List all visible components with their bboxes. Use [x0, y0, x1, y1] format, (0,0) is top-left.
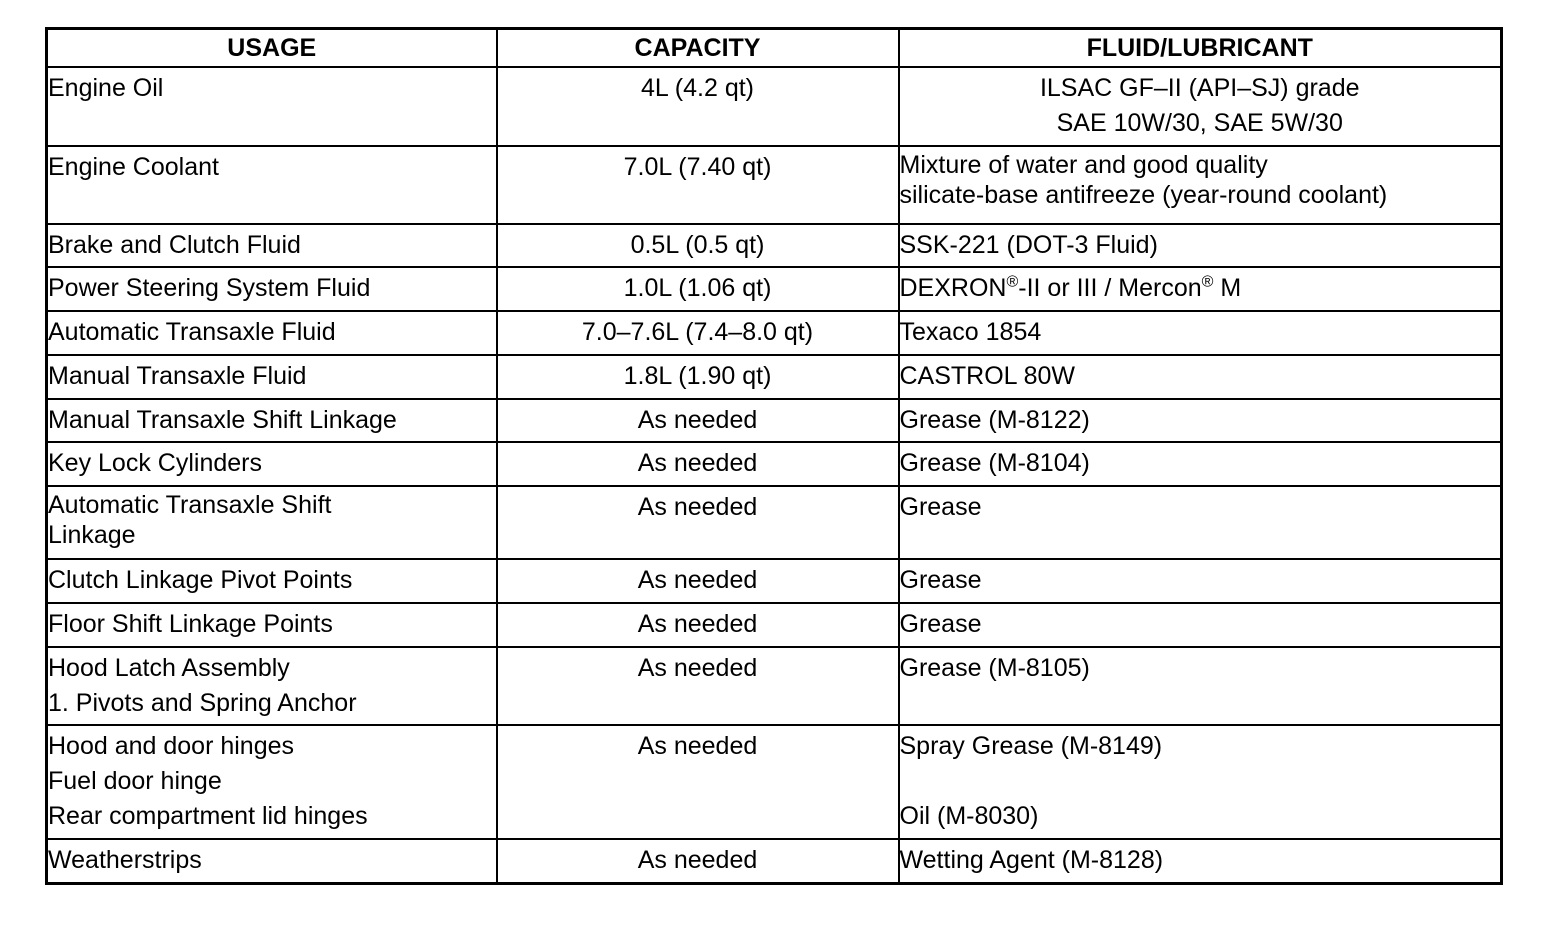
fluid-text: Grease — [899, 610, 982, 638]
capacity-cell: As needed — [497, 839, 899, 883]
fluid-text: SAE 10W/30, SAE 5W/30 — [1056, 109, 1343, 137]
table-row — [47, 603, 1502, 647]
capacity-cell: As needed — [497, 603, 899, 647]
usage-cell — [47, 559, 497, 603]
fluid-cell — [899, 146, 1502, 224]
fluid-cell — [899, 224, 1502, 267]
fluid-cell — [899, 267, 1502, 311]
usage-cell — [47, 486, 497, 559]
table-row — [47, 311, 1502, 355]
fluid-text: ILSAC GF–II (API–SJ) grade — [1039, 74, 1360, 102]
header-fluid: FLUID/LUBRICANT — [899, 29, 1502, 68]
table-row — [47, 224, 1502, 267]
usage-cell — [47, 725, 497, 839]
header-row — [47, 29, 1502, 68]
fluid-cell — [899, 647, 1502, 725]
fluid-text-part: M — [1213, 274, 1242, 302]
usage-text: Floor Shift Linkage Points — [48, 610, 333, 638]
usage-cell — [47, 839, 497, 883]
fluid-cell — [899, 67, 1502, 146]
usage-text: Fuel door hinge — [48, 767, 222, 795]
usage-text: Brake and Clutch Fluid — [48, 231, 301, 259]
fluid-text: Grease (M-8122) — [899, 406, 1090, 434]
capacity-cell: 0.5L (0.5 qt) — [497, 224, 899, 267]
usage-cell — [47, 224, 497, 267]
fluid-cell — [899, 725, 1502, 839]
fluid-text: Wetting Agent (M-8128) — [899, 846, 1164, 874]
capacity-cell: 7.0–7.6L (7.4–8.0 qt) — [497, 311, 899, 355]
fluid-text: Grease — [899, 493, 982, 521]
fluid-text-part: -II or III / Mercon — [1018, 274, 1202, 302]
fluid-text: SSK-221 (DOT-3 Fluid) — [899, 231, 1158, 259]
fluid-text: Texaco 1854 — [899, 318, 1042, 346]
usage-text: Key Lock Cylinders — [48, 449, 262, 477]
fluid-lubricant-table — [45, 27, 1503, 885]
usage-text: Engine Coolant — [48, 153, 219, 181]
usage-text: Weatherstrips — [48, 846, 202, 874]
capacity-cell: As needed — [497, 486, 899, 559]
header-usage: USAGE — [47, 29, 497, 68]
fluid-cell — [899, 839, 1502, 883]
table-row — [47, 486, 1502, 559]
usage-cell — [47, 603, 497, 647]
usage-text: Rear compartment lid hinges — [48, 802, 368, 830]
usage-text: Automatic Transaxle Shift — [48, 491, 332, 519]
registered-mark: ® — [1201, 273, 1214, 291]
table-row — [47, 839, 1502, 883]
capacity-cell: As needed — [497, 559, 899, 603]
fluid-cell — [899, 603, 1502, 647]
blank-line — [900, 764, 1501, 799]
table-row — [47, 559, 1502, 603]
usage-text: 1. Pivots and Spring Anchor — [48, 689, 357, 717]
table-row — [47, 67, 1502, 146]
fluid-cell — [899, 486, 1502, 559]
fluid-text: Grease (M-8105) — [899, 654, 1090, 682]
usage-cell — [47, 647, 497, 725]
fluid-text: silicate-base antifreeze (year-round coolant) — [899, 181, 1388, 209]
usage-text: Manual Transaxle Fluid — [48, 362, 307, 390]
table-row — [47, 647, 1502, 725]
fluid-text-part: DEXRON — [899, 274, 1007, 302]
usage-text: Engine Oil — [48, 74, 164, 102]
registered-mark: ® — [1006, 273, 1019, 291]
capacity-cell: As needed — [497, 647, 899, 725]
fluid-cell — [899, 399, 1502, 442]
capacity-cell: As needed — [497, 399, 899, 442]
usage-cell — [47, 355, 497, 399]
fluid-cell — [899, 559, 1502, 603]
fluid-text: Mixture of water and good quality — [899, 151, 1268, 179]
usage-cell — [47, 311, 497, 355]
fluid-text: CASTROL 80W — [899, 362, 1076, 390]
capacity-cell: As needed — [497, 442, 899, 486]
capacity-cell: As needed — [497, 725, 899, 839]
usage-text: Power Steering System Fluid — [48, 274, 371, 302]
table-row — [47, 442, 1502, 486]
fluid-text: Grease — [899, 566, 982, 594]
usage-text: Hood Latch Assembly — [48, 654, 290, 682]
usage-cell — [47, 67, 497, 146]
capacity-cell: 4L (4.2 qt) — [497, 67, 899, 146]
fluid-cell — [899, 355, 1502, 399]
fluid-text — [900, 271, 1501, 306]
capacity-cell: 7.0L (7.40 qt) — [497, 146, 899, 224]
usage-cell — [47, 399, 497, 442]
usage-text: Automatic Transaxle Fluid — [48, 318, 336, 346]
usage-text: Hood and door hinges — [48, 732, 295, 760]
table-row — [47, 725, 1502, 839]
capacity-cell: 1.8L (1.90 qt) — [497, 355, 899, 399]
header-capacity: CAPACITY — [497, 29, 899, 68]
table-row — [47, 146, 1502, 224]
fluid-text: Spray Grease (M-8149) — [899, 732, 1163, 760]
usage-cell — [47, 267, 497, 311]
table-row — [47, 267, 1502, 311]
fluid-text: Grease (M-8104) — [899, 449, 1090, 477]
usage-cell — [47, 442, 497, 486]
usage-text: Manual Transaxle Shift Linkage — [48, 406, 397, 434]
usage-cell — [47, 146, 497, 224]
fluid-cell — [899, 442, 1502, 486]
usage-text: Clutch Linkage Pivot Points — [48, 566, 353, 594]
table-row — [47, 355, 1502, 399]
capacity-cell: 1.0L (1.06 qt) — [497, 267, 899, 311]
usage-text: Linkage — [48, 521, 136, 549]
table-row — [47, 399, 1502, 442]
fluid-text: Oil (M-8030) — [899, 802, 1039, 830]
fluid-cell — [899, 311, 1502, 355]
